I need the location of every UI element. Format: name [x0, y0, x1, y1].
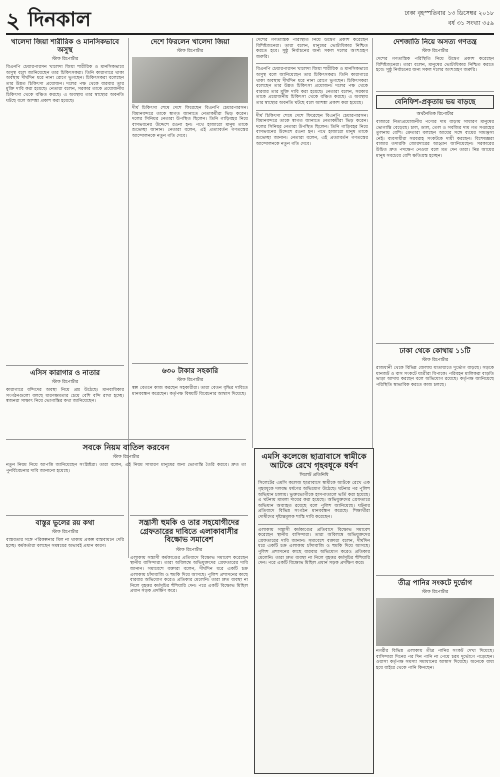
- article-headline[interactable]: বাস্তুর ভুলের রয় কথা: [35, 518, 95, 527]
- page-number: ২: [6, 8, 21, 34]
- article-byline: স্টাফ রিপোর্টার: [421, 358, 449, 364]
- article-headline[interactable]: ৬৩০ টাকার সহকারি: [161, 366, 219, 375]
- article-water: [376, 572, 494, 772]
- article-body: সিলেটের এমসি কলেজ ছাত্রাবাসে স্বামীকে আটকে রেখে এক গৃহবধূকে দলবদ্ধ ধর্ষণের অভিযোগ উঠেছে। ঘটনার পর পুলিশ অভিযান চালায়। ভুক্তভোগীকে হাসপাতালে ভর্তি করা হয়েছে। এ ঘটনায় মামলা দায়ের করা হয়েছে। অভিযুক্তদের গ্রেফতারে অভিযান অব্যাহত রয়েছে বলে পুলিশ জানিয়েছে। ঘটনার প্রতিবাদে বিভিন্ন সংগঠন মানববন্ধন করেছে। শিক্ষার্থীরা দোষীদের দৃষ্টান্তমূলক শাস্তি দাবি করেছেন।: [258, 481, 370, 520]
- article-body-continued: বিএনপি চেয়ারপারসন খালেদা জিয়া শারীরিক ও মানসিকভাবে অসুস্থ বলে জানিয়েছেন তার চিকিৎসকরা। তিনি কারাগারে থাকা অবস্থায় দীর্ঘদিন ধরে নানা রোগে ভুগছেন। চিকিৎসকরা বলেছেন তার উন্নত চিকিৎসা প্রয়োজন। দলের পক্ষ থেকে বারবার তার মুক্তি দাবি করা হয়েছে। নেতারা বলেন, সরকার তাকে প্রয়োজনীয় চিকিৎসা থেকে বঞ্চিত করছে। এ অবস্থায় তার স্বাস্থ্যের অবনতি ঘটছে বলে আশঙ্কা প্রকাশ করা হয়েছে।: [256, 67, 368, 106]
- article-dhaka-travel: [376, 340, 494, 570]
- article-assistants: [132, 360, 248, 434]
- article-headline[interactable]: এসিস কারাগার ও নাতার: [30, 368, 100, 377]
- article-body: বাস্তবতার সঙ্গে পরিকল্পনার মিল না থাকায় প্রকল্প বাস্তবায়নে দেরি হচ্ছে। কর্মকর্তারা বলছেন সমন্বয়ের অভাবই প্রধান কারণ।: [6, 538, 124, 549]
- article-byline: স্টাফ রিপোর্টার: [112, 455, 140, 461]
- article-headline[interactable]: তীব্র পানির সংকটে দুর্ভোগ: [398, 578, 472, 587]
- article-body: কারাগারে বন্দিদের অবস্থা নিয়ে প্রশ্ন উঠেছে। মানবাধিকার সংগঠনগুলো বলছে ধারণক্ষমতার চেয়ে বেশি বন্দি রাখা হচ্ছে। স্বজনরা সাক্ষাৎ নিয়ে ভোগান্তির কথা জানিয়েছেন।: [6, 388, 124, 405]
- article-body: নগরীর বিভিন্ন এলাকায় তীব্র পানির সংকট দেখা দিয়েছে। বাসিন্দারা দিনের পর দিন পানি না পেয়ে চরম দুর্ভোগে পড়েছেন। ওয়াসা কর্তৃপক্ষ সমস্যা সমাধানের আশ্বাস দিয়েছে। অনেকে বাধ্য হয়ে বাইরে থেকে পানি কিনছেন।: [376, 649, 494, 671]
- masthead: [6, 4, 494, 34]
- issue-info: বর্ষ ৩১ সংখ্যা ৩৫৯: [448, 20, 494, 27]
- paper-name: দিনকাল: [28, 7, 91, 31]
- article-body: বাজারে নিত্যপ্রয়োজনীয় পণ্যের দাম বাড়ায় সাধারণ মানুষের ভোগান্তি বেড়েছে। চাল, ডাল, তেল ও সবজির দাম গত সপ্তাহের তুলনায় বেশি। ক্রেতারা বলছেন আয়ের সঙ্গে ব্যয়ের সামঞ্জস্য নেই। ব্যবসায়ীরা সরবরাহ সংকটকে দায়ী করছেন। বিশেষজ্ঞরা বাজার তদারকি জোরদারের আহ্বান জানিয়েছেন। সরকারের উচিত দ্রুত পদক্ষেপ নেওয়া বলে মত দেন তারা। নিম্ন আয়ের মানুষ সবচেয়ে বেশি ক্ষতিগ্রস্ত হচ্ছেন।: [376, 120, 494, 159]
- article-body: দীর্ঘ চিকিৎসা শেষে দেশে ফিরেছেন বিএনপি চেয়ারপারসন। বিমানবন্দরে তাকে স্বাগত জানাতে নেতাকর্মীরা ভিড় করেন। দলের সিনিয়র নেতারা উপস্থিত ছিলেন। তিনি গাড়িবহর নিয়ে বাসভবনের উদ্দেশে রওনা হন। পথে হাজারো মানুষ তাকে শুভেচ্ছা জানান। নেতারা বলেন, এই প্রত্যাবর্তন গণতন্ত্রের আন্দোলনকে নতুন গতি দেবে।: [132, 106, 248, 140]
- masthead-rule: [6, 33, 494, 35]
- article-body: নতুন নিয়ম নিয়ে আপত্তি জানিয়েছেন সংশ্লিষ্টরা। তারা বলেন, এই নিয়ম সাধারণ মানুষের জন্য ভোগান্তি তৈরি করবে। দ্রুত তা পুনর্বিবেচনার দাবি জানানো হয়েছে।: [6, 463, 246, 474]
- article-headline[interactable]: খালেদা জিয়া শারীরিক ও মানসিকভাবে অসুস্থ: [10, 38, 120, 55]
- article-body: দেশের গণতান্ত্রিক পরিস্থিতি নিয়ে উদ্বেগ প্রকাশ করেছেন বিশিষ্টজনেরা। তারা বলেন, মানুষের ভোটাধিকার নিশ্চিত করতে হবে। সুষ্ঠু নির্বাচনের জন্য সকল দলের অংশগ্রহণ জরুরি।: [376, 57, 494, 74]
- article-democracy-head: [376, 38, 494, 86]
- news-photo: [132, 57, 248, 103]
- article-prison: [6, 362, 124, 434]
- column-divider: [252, 38, 253, 448]
- article-byline: স্টাফ রিপোর্টার: [421, 590, 449, 596]
- article-headline[interactable]: সন্ত্রাসী হুমকি ও তার সহযোগীদের গ্রেফতারের দাবিতে এলাকাবাসীর বিক্ষোভ সমাবেশ: [138, 518, 240, 545]
- article-rules: [6, 436, 246, 510]
- article-byline: স্টাফ রিপোর্টার: [51, 380, 79, 386]
- article-headline[interactable]: সবকে নিয়ম বাতিল করবেন: [82, 442, 170, 452]
- article-body: রাজধানী থেকে বিভিন্ন জেলায় যাতায়াতে দুর্ভোগ বাড়ছে। সড়কে যানজট ও বাস সংকটে যাত্রীরা বিপাকে। পরিবহন মালিকরা বাড়তি ভাড়া আদায় করছেন বলে অভিযোগ রয়েছে। কর্তৃপক্ষ জানিয়েছে পরিস্থিতি স্বাভাবিক করতে কাজ চলছে।: [376, 366, 494, 388]
- article-body: স্বল্প বেতনে কাজ করছেন সহকারীরা। তারা বেতন বৃদ্ধির দাবিতে মানববন্ধন করেছেন। কর্তৃপক্ষ বিষয়টি বিবেচনার আশ্বাস দিয়েছে।: [132, 386, 248, 397]
- article-democracy: [256, 38, 368, 448]
- article-body: এলাকায় সন্ত্রাসী কর্মকাণ্ডের প্রতিবাদে বিক্ষোভ সমাবেশ করেছেন স্থানীয় বাসিন্দারা। তারা অবিলম্বে অভিযুক্তদের গ্রেফতারের দাবি জানান। সমাবেশে বক্তারা বলেন, দীর্ঘদিন ধরে একটি চক্র এলাকায় চাঁদাবাজি ও হুমকি দিয়ে আসছে। পুলিশ প্রশাসনের কাছে বারবার অভিযোগ করেও প্রতিকার মেলেনি। তারা দ্রুত ব্যবস্থা না নিলে বৃহত্তর কর্মসূচির হুঁশিয়ারি দেন। পরে একটি বিক্ষোভ মিছিল প্রধান সড়ক প্রদক্ষিণ করে।: [130, 555, 248, 595]
- article-body: বিএনপি চেয়ারপারসন খালেদা জিয়া শারীরিক ও মানসিকভাবে অসুস্থ বলে জানিয়েছেন তার চিকিৎসকরা। তিনি কারাগারে থাকা অবস্থায় দীর্ঘদিন ধরে নানা রোগে ভুগছেন। চিকিৎসকরা বলেছেন তার উন্নত চিকিৎসা প্রয়োজন। দলের পক্ষ থেকে বারবার তার মুক্তি দাবি করা হয়েছে। নেতারা বলেন, সরকার তাকে প্রয়োজনীয় চিকিৎসা থেকে বঞ্চিত করছে। এ অবস্থায় তার স্বাস্থ্যের অবনতি ঘটছে বলে আশঙ্কা প্রকাশ করা হয়েছে।: [6, 65, 124, 104]
- article-byline: স্টাফ রিপোর্টার: [175, 547, 203, 553]
- article-headline[interactable]: ঢাকা থেকে কোথায় ১১টি: [399, 346, 471, 355]
- article-reality: [6, 512, 124, 772]
- article-byline: স্টাফ রিপোর্টার: [51, 57, 79, 63]
- article-byline: সিলেট প্রতিনিধি: [299, 473, 329, 479]
- article-body-continued: দীর্ঘ চিকিৎসা শেষে দেশে ফিরেছেন বিএনপি চেয়ারপারসন। বিমানবন্দরে তাকে স্বাগত জানাতে নেতাকর্মীরা ভিড় করেন। দলের সিনিয়র নেতারা উপস্থিত ছিলেন। তিনি গাড়িবহর নিয়ে বাসভবনের উদ্দেশে রওনা হন। পথে হাজারো মানুষ তাকে শুভেচ্ছা জানান। নেতারা বলেন, এই প্রত্যাবর্তন গণতন্ত্রের আন্দোলনকে নতুন গতি দেবে।: [256, 113, 368, 147]
- article-byline: স্টাফ রিপোর্টার: [176, 378, 204, 384]
- article-khaleda-health: [6, 38, 124, 360]
- article-body: দেশের গণতান্ত্রিক পরিস্থিতি নিয়ে উদ্বেগ প্রকাশ করেছেন বিশিষ্টজনেরা। তারা বলেন, মানুষের ভোটাধিকার নিশ্চিত করতে হবে। সুষ্ঠু নির্বাচনের জন্য সকল দলের অংশগ্রহণ জরুরি।: [256, 38, 368, 60]
- headline-box: [376, 95, 494, 109]
- article-headline[interactable]: এমসি কলেজে ছাত্রাবাসে স্বামীকে আটকে রেখে গৃহবধূকে ধর্ষণ: [261, 451, 367, 471]
- article-prices: [376, 88, 494, 338]
- article-headline[interactable]: দেশজাতি নিয়ে অসত্য গণতন্ত্র: [393, 38, 477, 46]
- article-byline: স্টাফ রিপোর্টার: [421, 49, 449, 55]
- article-khaleda-return: [132, 38, 248, 356]
- article-headline[interactable]: দেশে ফিরলেন খালেদা জিয়া: [150, 38, 230, 46]
- article-body-continued: এলাকায় সন্ত্রাসী কর্মকাণ্ডের প্রতিবাদে বিক্ষোভ সমাবেশ করেছেন স্থানীয় বাসিন্দারা। তারা অবিলম্বে অভিযুক্তদের গ্রেফতারের দাবি জানান। সমাবেশে বক্তারা বলেন, দীর্ঘদিন ধরে একটি চক্র এলাকায় চাঁদাবাজি ও হুমকি দিয়ে আসছে। পুলিশ প্রশাসনের কাছে বারবার অভিযোগ করেও প্রতিকার মেলেনি। তারা দ্রুত ব্যবস্থা না নিলে বৃহত্তর কর্মসূচির হুঁশিয়ারি দেন। পরে একটি বিক্ষোভ মিছিল প্রধান সড়ক প্রদক্ষিণ করে।: [258, 527, 370, 567]
- news-photo: [376, 598, 494, 646]
- article-byline: স্টাফ রিপোর্টার: [51, 530, 79, 536]
- article-mc-college: [254, 448, 374, 774]
- article-byline: অর্থনৈতিক রিপোর্টার: [416, 112, 454, 118]
- article-byline: স্টাফ রিপোর্টার: [176, 49, 204, 55]
- article-protest: [130, 512, 248, 772]
- dateline: ঢাকা বৃহস্পতিবার ১৩ ডিসেম্বর ২০১৮: [404, 10, 494, 17]
- article-headline[interactable]: বেনিফিশ-প্রকৃতায় ভয় বাড়ছে: [394, 97, 476, 106]
